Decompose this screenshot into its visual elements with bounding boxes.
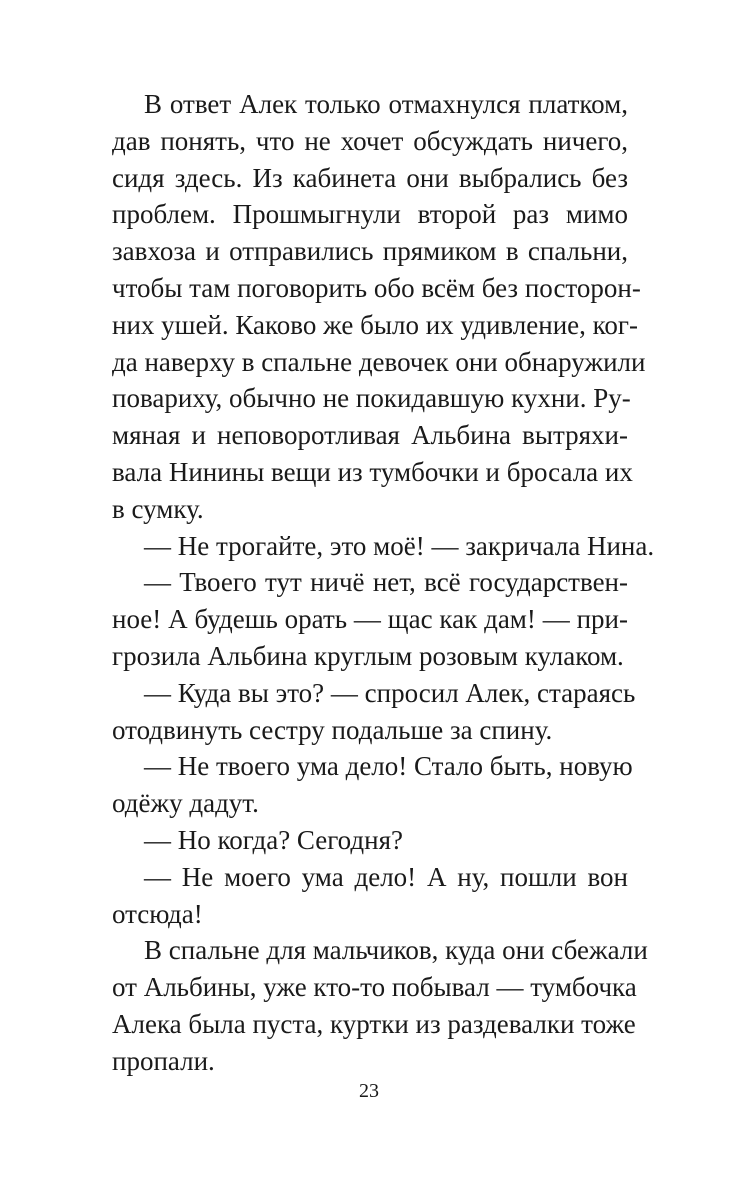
body-text xyxy=(112,86,655,1080)
text-line: отсюда! xyxy=(112,898,203,929)
text-line: в сумку. xyxy=(112,493,204,524)
text-line: — Не твоего ума дело! Стало быть, новую xyxy=(144,751,633,782)
text-line: пропали. xyxy=(112,1045,215,1076)
text-line: — Куда вы это? — спросил Алек, стараясь xyxy=(144,677,636,708)
text-line: дав понять, что не хочет обсуждать ничего, xyxy=(112,125,628,156)
text-line: — Не моего ума дело! А ну, пошли вон xyxy=(144,861,628,892)
text-line: вала Нинины вещи из тумбочки и бросала их xyxy=(112,456,633,487)
text-line: завхоза и отправились прямиком в спальни, xyxy=(112,236,628,267)
text-line: В ответ Алек только отмахнулся платком, xyxy=(144,89,628,119)
text-line: повариху, обычно не покидавшую кухни. Ру- xyxy=(112,383,631,414)
text-line: мяная и неповоротливая Альбина вытряхи- xyxy=(112,420,628,451)
text-line: от Альбины, уже кто-то побывал — тумбочка xyxy=(112,972,637,1003)
page-number: 23 xyxy=(359,1080,379,1102)
text-line: отодвинуть сестру подальше за спину. xyxy=(112,714,553,745)
text-line: В спальне для мальчиков, куда они сбежали xyxy=(144,935,648,966)
text-line: ное! А будешь орать — щас как дам! — при- xyxy=(112,604,628,635)
text-line: проблем. Прошмыгнули второй раз мимо xyxy=(112,199,628,230)
text-line: Алека была пуста, куртки из раздевалки тоже xyxy=(112,1008,636,1039)
text-line: — Не трогайте, это моё! — закричала Нина. xyxy=(144,530,655,561)
text-line: да наверху в спальне девочек они обнаружили xyxy=(112,346,646,377)
text-line: них ушей. Каково же было их удивление, ког- xyxy=(112,309,638,340)
text-line: грозила Альбина круглым розовым кулаком. xyxy=(112,640,624,671)
text-line: сидя здесь. Из кабинета они выбрались без xyxy=(112,162,628,193)
text-line: чтобы там поговорить обо всём без посторон- xyxy=(112,272,641,303)
text-line: одёжу дадут. xyxy=(112,788,259,819)
text-line: — Но когда? Сегодня? xyxy=(144,824,403,855)
text-line: — Твоего тут ничё нет, всё государствен- xyxy=(144,567,628,598)
